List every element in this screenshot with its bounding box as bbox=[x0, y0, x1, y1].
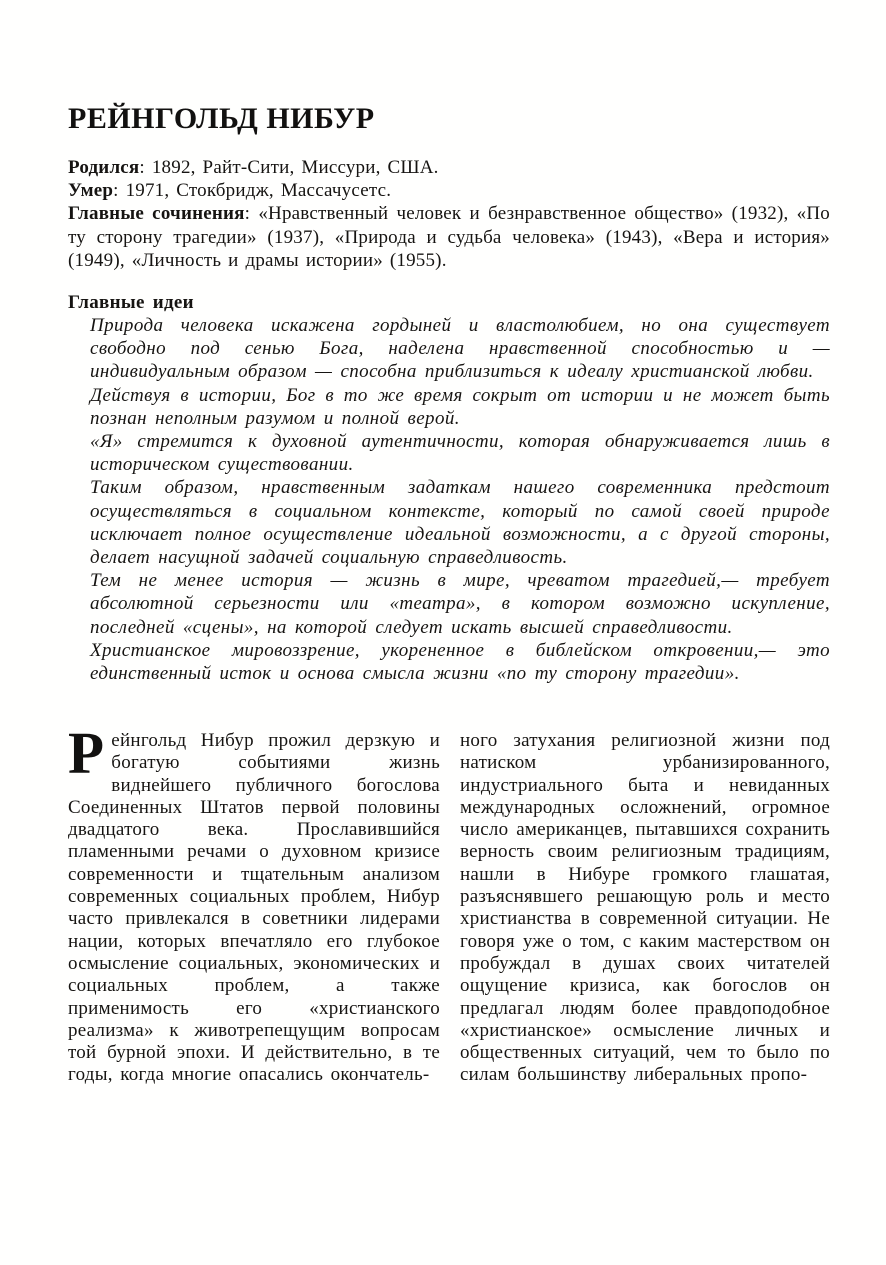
idea-item: «Я» стремится к духовной аутентичности, которая обнаруживается лишь в историческом существовании. bbox=[90, 431, 830, 476]
bio-label: Главные сочинения bbox=[68, 203, 245, 225]
bio-entry bbox=[68, 202, 830, 272]
bio-section bbox=[68, 156, 830, 272]
main-ideas-list bbox=[90, 314, 830, 685]
bio-label: Умер bbox=[68, 180, 114, 202]
page-title: РЕЙНГОЛЬД НИБУР bbox=[68, 102, 375, 135]
left-column bbox=[68, 720, 440, 1087]
left-column-text: ейнгольд Нибур прожил дерзкую и богатую событиями жизнь виднейшего публичного богослова Соединенных Штатов первой половины двадцатого века. Прославившийся пламенными речами о духовном кризисе современности и тщательным анализом современных социальных проблем, Нибур часто привлекался в советники лидерами нации, которых впечатляло его глубокое осмысление социальных, экономических и социальных проблем, а также применимость его «христианского реализма» к животрепещущим вопросам той бурной эпохи. И действительно, в те годы, когда многие опасались окончатель- bbox=[68, 730, 440, 1086]
bio-text: : 1892, Райт-Сити, Миссури, США. bbox=[139, 157, 439, 178]
bio-entry bbox=[68, 156, 830, 179]
bio-entry bbox=[68, 179, 830, 202]
idea-item: Природа человека искажена гордыней и властолюбием, но она существует свободно под сенью Бога, наделена нравственной способностью и — индивидуальным образом — способна приблизиться к идеалу христианской любви. bbox=[90, 315, 830, 383]
bio-text: : 1971, Стокбридж, Массачусетс. bbox=[113, 180, 392, 202]
idea-item: Действуя в истории, Бог в то же время сокрыт от истории и не может быть познан неполным разумом и полной верой. bbox=[90, 384, 830, 429]
idea-item: Тем не менее история — жизнь в мире, чреватом трагедией,— требует абсолютной серьезности или «театра», в котором возможно искупление, последней «сцены», на которой следует искать высшей справедливости. bbox=[90, 570, 830, 638]
drop-cap: Р bbox=[68, 720, 105, 786]
idea-item: Таким образом, нравственным задаткам нашего современника предстоит осуществляться в социальном контексте, который по самой своей природе исключает полное осуществление идеальной возможности, а с другой стороны, делает насущной задачей социальную справедливость. bbox=[90, 477, 830, 569]
idea-item: Христианское мировоззрение, укорененное в библейском откровении,— это единственный исток и основа смысла жизни «по ту сторону трагедии». bbox=[90, 639, 830, 685]
main-ideas-heading: Главные идеи bbox=[68, 292, 194, 313]
bio-text: : «Нравственный человек и безнравственное общество» (1932), «По ту сторону трагедии» (1937), «Природа и судьба человека» (1943), «Вера и история» (1949), «Личность и драмы истории» (1955). bbox=[68, 203, 831, 271]
right-column: ного затухания религиозной жизни под натиском урбанизированного, индустриального быта и невиданных международных осложнений, огромное число американцев, пытавшихся сохранить верность своим религиозным традициям, нашли в Нибуре громкого глашатая, разъяснявшего решающую роль и место христианства в современной ситуации. Не говоря уже о том, с каким мастерством он пробуждал в душах своих читателей ощущение кризиса, как богослов он предлагал людям более правдоподобное «христианское» осмысление личных и общественных ситуаций, чем то было по силам большинству либеральных пропо- bbox=[460, 730, 830, 1086]
bio-label: Родился bbox=[68, 157, 140, 178]
